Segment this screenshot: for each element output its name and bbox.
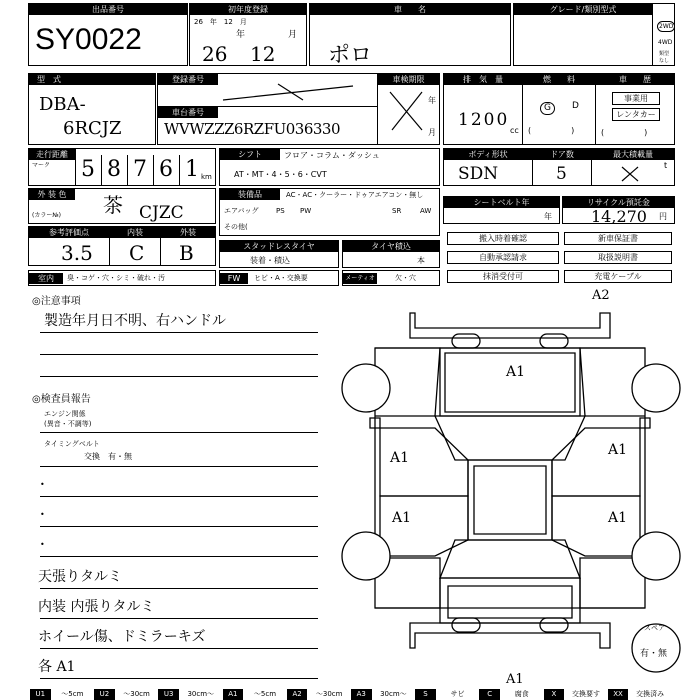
displacement-label: 排 気 量: [444, 74, 522, 85]
drive-2wd-option: 2WD: [659, 23, 674, 30]
recycle-value: 14,270: [591, 207, 647, 226]
inspector-title: ◎検査員報告: [32, 394, 91, 405]
color-code-value: CJZC: [139, 203, 184, 223]
grades-box: [28, 226, 216, 266]
color-label: 外 装 色: [29, 189, 75, 200]
mileage-digit-2: 8: [107, 157, 121, 182]
engine-sub: (異音・不調等): [44, 420, 92, 428]
fw-row-text: ヒビ・A・交換要: [254, 274, 308, 282]
displacement-value: 1200: [458, 110, 510, 130]
drive-none-option: 類型なし: [658, 51, 669, 64]
legend-value: ～30cm: [315, 690, 343, 698]
inspector-item-4: 各 A1: [38, 659, 76, 675]
legend-key: S: [415, 689, 436, 700]
doc-manual: 取扱説明書: [564, 251, 672, 264]
history-label: 車 歴: [596, 74, 674, 85]
tire-load-label: タイヤ積込: [343, 241, 439, 252]
chassis-number-value: WVWZZZ6RZFU036330: [164, 120, 341, 138]
equipment-other: その他(: [224, 223, 248, 231]
score-value: 3.5: [61, 241, 93, 265]
legend-value: 交換済み: [636, 690, 665, 698]
equipment-ps: PS: [276, 207, 285, 215]
exterior-grade-label: 外装: [161, 227, 215, 238]
inspection-month-unit: 月: [428, 128, 436, 137]
inspector-item-1: 天張りタルミ: [38, 569, 122, 585]
first-registration-year: 26: [202, 42, 228, 66]
doc-warranty: 新車保証書: [564, 232, 672, 245]
interior-row-label: 室内: [29, 273, 63, 284]
doors-value: 5: [556, 164, 567, 184]
damage-mark-rear-bumper: A1: [506, 672, 524, 687]
recycle-box: [562, 196, 675, 224]
inspection-crossed-out: [386, 88, 426, 134]
fuel-gasoline-option: G: [540, 102, 555, 115]
fw-row: [219, 270, 339, 286]
legend-key: A2: [287, 689, 308, 700]
shift-box: [219, 148, 440, 186]
equipment-box: [219, 188, 440, 236]
mileage-digit-1: 5: [81, 157, 95, 182]
first-registration-month: 12: [250, 42, 276, 66]
mileage-box: [28, 148, 216, 186]
legend-value: ～5cm: [253, 690, 277, 698]
fuel-label: 燃 料: [523, 74, 595, 85]
notes-line-1: 製造年月日不明、右ハンドル: [44, 313, 226, 329]
capacity-unit: t: [664, 161, 668, 170]
legend-key: U2: [94, 689, 115, 700]
drive-4wd-option: 4WD: [658, 39, 673, 46]
inspection-year-unit: 年: [428, 96, 436, 105]
seatbelt-unit: 年: [544, 212, 552, 221]
first-registration-year-unit: 年: [236, 30, 246, 40]
legend-key: U3: [158, 689, 179, 700]
bullet-3: •: [40, 540, 45, 549]
shift-label: シフト: [220, 149, 280, 160]
equipment-airbag: エアバッグ: [224, 207, 259, 215]
doors-label: ドア数: [533, 149, 591, 160]
interior-row-text: 臭・コゲ・穴・シミ・破れ・汚: [67, 274, 165, 282]
legend-value: サビ: [450, 690, 465, 698]
tire-load-unit: 本: [417, 256, 425, 265]
doc-auto-approval: 自動承認請求: [447, 251, 559, 264]
timing-belt-label: タイミングベルト: [44, 440, 100, 448]
registration-crossed-out: [218, 80, 358, 106]
capacity-crossed-out: [620, 165, 640, 183]
model-name-box: [309, 3, 511, 66]
type-value-2: 6RCJZ: [63, 118, 122, 139]
engine-label: エンジン関係: [44, 410, 86, 418]
legend-value: ～5cm: [61, 690, 84, 698]
interior-grade-label: 内装: [110, 227, 160, 238]
spare-value: 有・無: [640, 649, 668, 659]
fuel-diesel-option: D: [572, 101, 579, 111]
grade-box: [513, 3, 675, 66]
body-type-value: SDN: [458, 164, 499, 184]
spare-label: スペア: [644, 624, 665, 632]
notes-title: ◎注意事項: [32, 296, 81, 307]
damage-mark-left-rear-door: A1: [392, 510, 412, 526]
legend-key: A1: [223, 689, 244, 700]
legend-key: XX: [608, 689, 629, 700]
mileage-digit-5: 1: [185, 157, 199, 182]
legend-value: 交換要す: [571, 690, 600, 698]
meter-row: [342, 270, 440, 286]
legend-key: C: [479, 689, 500, 700]
damage-mark-left-front-door: A1: [390, 450, 410, 466]
studless-options: 装着・積込: [250, 256, 290, 265]
shift-options: フロア・コラム・ダッシュ: [284, 151, 380, 160]
type-label: 型 式: [29, 74, 155, 85]
body-box: [443, 148, 675, 186]
damage-mark-right-front-door: A1: [608, 442, 628, 458]
grade-label: グレード/類別型式: [514, 4, 652, 15]
mileage-digit-3: 7: [133, 157, 147, 182]
legend-value: ～30cm: [123, 690, 150, 698]
recycle-unit: 円: [659, 212, 667, 221]
color-code-label: (カラー№): [32, 212, 61, 219]
meter-row-text: 欠・穴: [395, 274, 416, 282]
registration-box: [157, 73, 440, 145]
mileage-unit: km: [201, 173, 212, 181]
body-type-label: ボディ形状: [444, 149, 532, 160]
legend-value: 30cm～: [380, 690, 407, 698]
equipment-row1: AC・AC・クーラー・ドゥアエアコン・無し: [286, 191, 424, 199]
tire-load-box: [342, 240, 440, 268]
legend-key: U1: [30, 689, 51, 700]
type-box: [28, 73, 156, 145]
first-registration-box: [189, 3, 307, 66]
bullet-1: •: [40, 480, 45, 489]
car-damage-diagram: [340, 288, 690, 683]
seatbelt-box: [443, 196, 560, 224]
legend-key: X: [544, 689, 565, 700]
type-value-1: DBA-: [39, 94, 86, 115]
history-rental-option: レンタカー: [612, 108, 660, 121]
doc-deregistration: 抹消受付可: [447, 270, 559, 283]
history-business-option: 事業用: [612, 92, 660, 105]
equipment-aw: AW: [420, 207, 432, 215]
damage-mark-right-rear-door: A1: [608, 510, 628, 526]
doc-delivery-check: 搬入時着確認: [447, 232, 559, 245]
color-box: [28, 188, 216, 224]
score-label: 参考評価点: [29, 227, 109, 238]
meter-row-label: メーティオ: [343, 273, 377, 284]
inspector-item-3: ホイール傷、ドミラーキズ: [38, 629, 206, 645]
damage-legend: [30, 689, 672, 700]
lot-number-box: [28, 3, 188, 66]
interior-row: [28, 270, 216, 286]
first-registration-top: 26 年 12 月: [194, 18, 247, 26]
timing-belt-value: 交換 有・無: [84, 452, 132, 461]
studless-box: [219, 240, 339, 268]
legend-key: A3: [351, 689, 372, 700]
damage-mark-front-bumper: A2: [592, 288, 610, 303]
capacity-label: 最大積載量: [592, 149, 674, 160]
recycle-label: リサイクル預託金: [563, 197, 674, 208]
mileage-label: 走行距離: [29, 149, 75, 160]
doc-charge-cable: 充電ケーブル: [564, 270, 672, 283]
studless-label: スタッドレスタイヤ: [220, 241, 338, 252]
equipment-sr: SR: [392, 207, 402, 215]
damage-mark-hood: A1: [506, 364, 526, 380]
fw-row-label: FW: [220, 273, 248, 284]
seatbelt-label: シートベルト年: [444, 197, 559, 208]
shift-options-row2: AT・MT・4・5・6・CVT: [234, 170, 327, 179]
inspection-expiry-label: 車検期限: [378, 74, 439, 85]
registration-number-label: 登録番号: [158, 74, 218, 85]
mileage-mark: マーク: [32, 162, 51, 169]
lot-number-value: SY0022: [35, 23, 142, 56]
first-registration-month-unit: 月: [288, 30, 298, 40]
legend-value: 腐食: [514, 690, 529, 698]
equipment-label: 装備品: [220, 189, 280, 200]
displacement-unit: cc: [510, 126, 519, 135]
mileage-digit-4: 6: [159, 157, 173, 182]
first-registration-label: 初年度登録: [190, 4, 306, 15]
engine-fuel-history-box: 排 気 量 燃 料 車 歴 1200 cc G D ( ) 事業用 レンタカー ( ): [443, 73, 675, 145]
bullet-2: •: [40, 510, 45, 519]
equipment-pw: PW: [300, 207, 312, 215]
chassis-number-label: 車台番号: [158, 107, 218, 118]
lot-number-label: 出品番号: [29, 4, 187, 15]
color-value: 茶: [103, 193, 123, 217]
inspector-item-2: 内装 内張りタルミ: [38, 599, 155, 615]
model-name-label: 車 名: [310, 4, 510, 15]
exterior-grade-value: B: [179, 241, 194, 265]
model-name-value: ポロ: [328, 43, 373, 68]
legend-value: 30cm～: [187, 690, 215, 698]
interior-grade-value: C: [129, 241, 145, 265]
